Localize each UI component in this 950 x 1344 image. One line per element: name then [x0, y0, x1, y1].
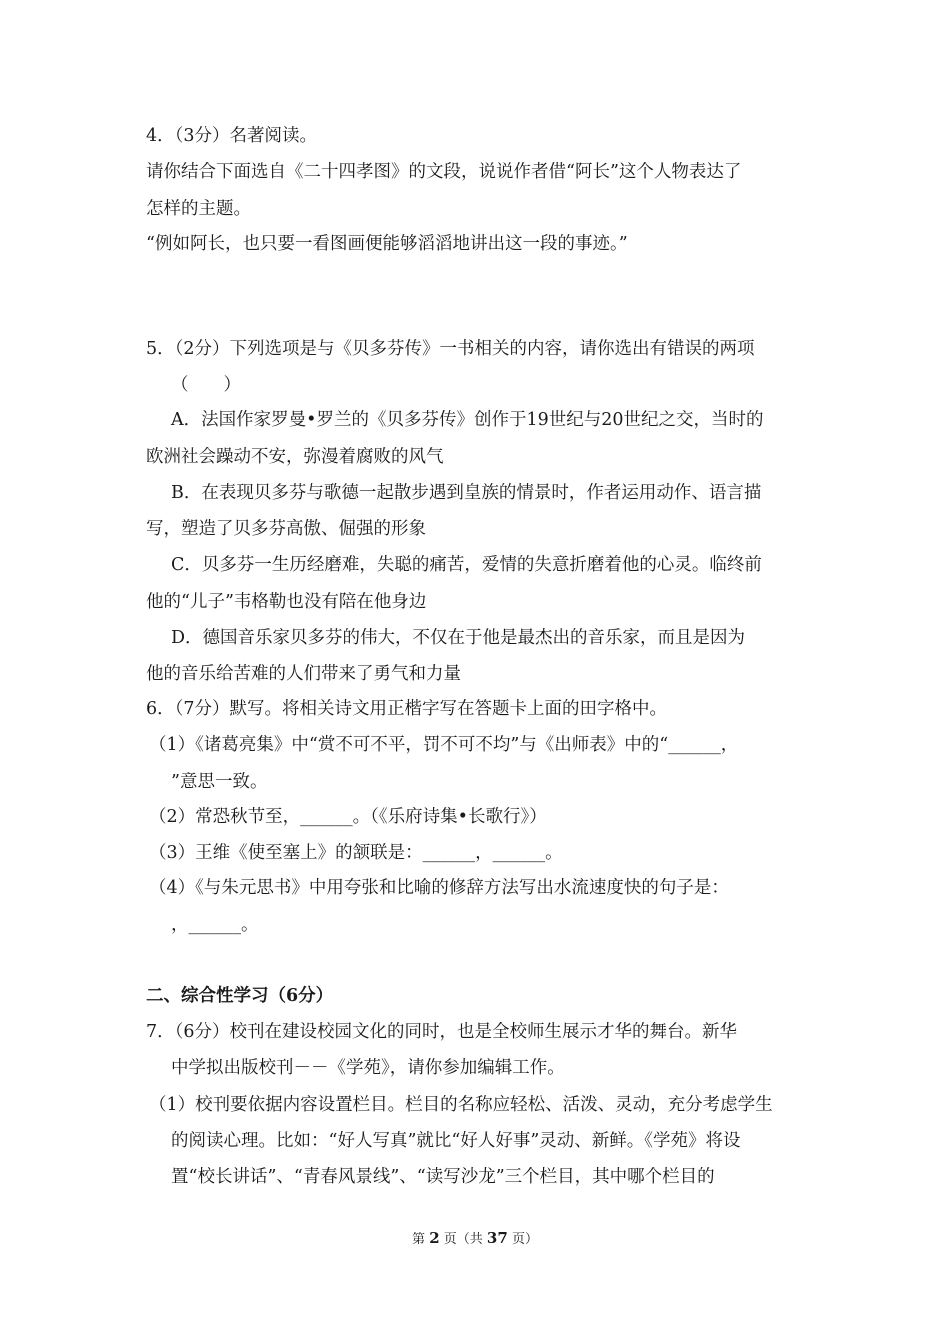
footer-prefix: 第: [412, 1232, 426, 1247]
page-footer: [0, 1228, 950, 1247]
q5-option-d-line1: D．德国音乐家贝多芬的伟大，不仅在于他是最杰出的音乐家，而且是因为: [171, 628, 746, 648]
q4-prompt-line2: 怎样的主题。: [146, 199, 251, 219]
q7-sub1-line1: （1）校刊要依据内容设置栏目。栏目的名称应轻松、活泼、灵动，充分考虑学生: [149, 1095, 773, 1115]
q5-option-a-line1: A．法国作家罗曼•罗兰的《贝多芬传》创作于19世纪与20世纪之交，当时的: [171, 410, 764, 430]
q7-title-line2: 中学拟出版校刊－－《学苑》，请你参加编辑工作。: [171, 1058, 565, 1078]
current-page-number: 2: [429, 1229, 440, 1247]
q6-sub1-line1: （1）《诸葛亮集》中“赏不可不平，罚不可不均”与《出师表》中的“______，: [149, 735, 739, 755]
q7-sub1-line2: 的阅读心理。比如：“好人写真”就比“好人好事”灵动、新鲜。《学苑》将设: [171, 1131, 741, 1151]
footer-middle: 页（共: [443, 1232, 483, 1247]
q6-title: 6．（7分）默写。将相关诗文用正楷字写在答题卡上面的田字格中。: [146, 699, 668, 719]
q6-sub4-line1: （4）《与朱元思书》中用夸张和比喻的修辞方法写出水流速度快的句子是：: [149, 878, 729, 898]
q5-option-a-line2: 欧洲社会躁动不安，弥漫着腐败的风气: [146, 447, 444, 467]
q6-sub4-line2: ，______。: [171, 915, 259, 935]
q4-title: 4．（3分）名著阅读。: [146, 126, 318, 146]
q4-quote: “例如阿长，也只要一看图画便能够滔滔地讲出这一段的事迹。”: [146, 234, 628, 254]
total-page-count: 37: [486, 1229, 508, 1247]
q6-sub1-line2: ”意思一致。: [171, 772, 268, 792]
q5-option-c-line1: C．贝多芬一生历经磨难，失聪的痛苦，爱情的失意折磨着他的心灵。临终前: [171, 555, 762, 575]
q5-title: 5．（2分）下列选项是与《贝多芬传》一书相关的内容，请你选出有错误的两项: [146, 339, 755, 359]
q7-title: 7．（6分）校刊在建设校园文化的同时，也是全校师生展示才华的舞台。新华: [146, 1022, 738, 1042]
q5-option-c-line2: 他的“儿子”韦格勒也没有陪在他身边: [146, 592, 427, 612]
footer-suffix: 页）: [511, 1232, 538, 1247]
q6-sub3: （3）王维《使至塞上》的颔联是：______，______。: [149, 843, 563, 863]
q4-prompt-line1: 请你结合下面选自《二十四孝图》的文段，说说作者借“阿长”这个人物表达了: [146, 162, 742, 182]
q5-option-d-line2: 他的音乐给苦难的人们带来了勇气和力量: [146, 664, 461, 684]
q5-option-b-line1: B．在表现贝多芬与歌德一起散步遇到皇族的情景时，作者运用动作、语言描: [171, 483, 762, 503]
section-2-heading: 二、综合性学习（6分）: [146, 986, 334, 1006]
q5-option-b-line2: 写，塑造了贝多芬高傲、倔强的形象: [146, 519, 426, 539]
q6-sub2: （2）常恐秋节至，______。（《乐府诗集•长歌行》）: [149, 807, 547, 827]
q7-sub1-line3: 置“校长讲话”、“青春风景线”、“读写沙龙”三个栏目，其中哪个栏目的: [171, 1167, 715, 1187]
q5-answer-paren: （ ）: [171, 375, 241, 395]
